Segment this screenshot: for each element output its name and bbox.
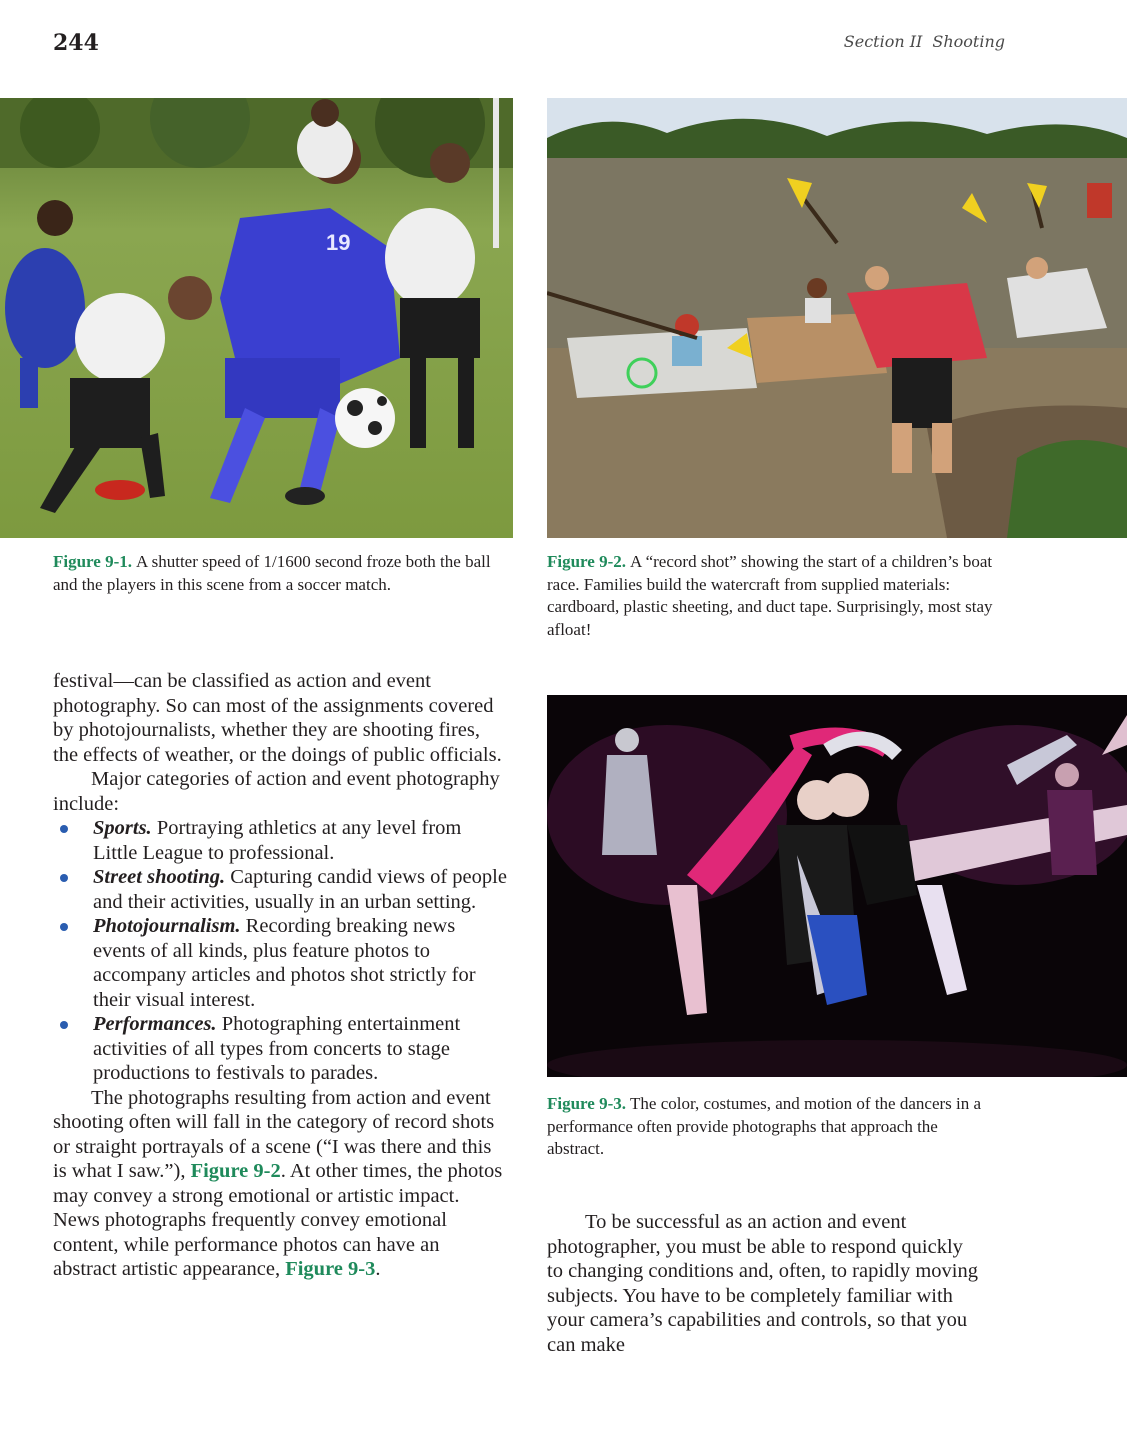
figure-reference-link[interactable]: Figure 9-2 [190, 1160, 281, 1182]
left-column [53, 669, 508, 1282]
figure-reference-link[interactable]: Figure 9-3 [285, 1258, 376, 1280]
paragraph: To be successful as an action and event photographer, you must be able to respond quickly to changing conditions and, often, to rapidly moving subjects. You have to be completely familiar with your camera’s capabilities and controls, so that you can make [547, 1211, 979, 1356]
figure-9-3-photo [547, 695, 1127, 1077]
list-item-text: Photographing entertainment activities of all types from concerts to stage productions to festivals to parades. [93, 1013, 461, 1084]
list-item-text: Portraying athletics at any level from Little League to professional. [93, 817, 462, 864]
paragraph-text: The photographs resulting from action and event shooting often will fall in the category of record shots or straight portrayals of a scene (“I was there and this is what I saw.”), [53, 1086, 495, 1182]
paragraph-text: . [375, 1258, 381, 1280]
list-item [53, 1012, 508, 1086]
paragraph-text: . At other times, the photos may convey a strong emotional or artistic impact. News photographs frequently convey emotional content, while performance photos can have an abstract artistic appearance, [53, 1160, 503, 1280]
figure-9-2-text: A “record shot” showing the start of a children’s boat race. Families build the watercraft from supplied materials: cardboard, plastic sheeting, and duct tape. Surprisingly, most stay afloat! [547, 552, 993, 639]
list-item [53, 914, 508, 1012]
list-item-text: Recording breaking news events of all kinds, plus feature photos to accompany articles and photos shot strictly for their visual interest. [93, 915, 476, 1011]
figure-9-3-text: The color, costumes, and motion of the dancers in a performance often provide photographs that approach the abstract. [547, 1094, 982, 1158]
list-item-term: Photojournalism. [93, 915, 241, 937]
paragraph: Major categories of action and event photography include: [53, 768, 500, 815]
figure-9-2-label: Figure 9-2. [547, 552, 627, 571]
figure-9-1-text: A shutter speed of 1/1600 second froze both the ball and the players in this scene from a soccer match. [53, 552, 491, 594]
chapter-name: Shooting [932, 32, 1005, 51]
paragraph: festival—can be classified as action and event photography. So can most of the assignments covered by photojournalists, whether they are shooting fires, the effects of weather, or the doings of public officials. [53, 670, 502, 766]
list-item [53, 865, 508, 914]
section-name: Section II [843, 32, 923, 51]
figure-9-1-label: Figure 9-1. [53, 552, 133, 571]
right-column [547, 1210, 979, 1357]
paragraph [53, 1086, 508, 1282]
category-list [53, 816, 508, 1086]
jersey-number: 19 [326, 230, 351, 255]
list-item-term: Sports. [93, 817, 152, 839]
running-head [834, 32, 1005, 51]
list-item-term: Performances. [93, 1013, 217, 1035]
figure-9-1-photo [0, 98, 513, 538]
figure-9-3-label: Figure 9-3. [547, 1094, 627, 1113]
figure-9-3-caption [547, 1093, 987, 1161]
figure-9-1-caption [53, 551, 508, 596]
page-number: 244 [53, 30, 99, 56]
list-item [53, 816, 508, 865]
figure-9-2-photo [547, 98, 1127, 538]
figure-9-2-caption [547, 551, 1015, 641]
list-item-text: Capturing candid views of people and their activities, usually in an urban setting. [93, 866, 507, 913]
list-item-term: Street shooting. [93, 866, 226, 888]
